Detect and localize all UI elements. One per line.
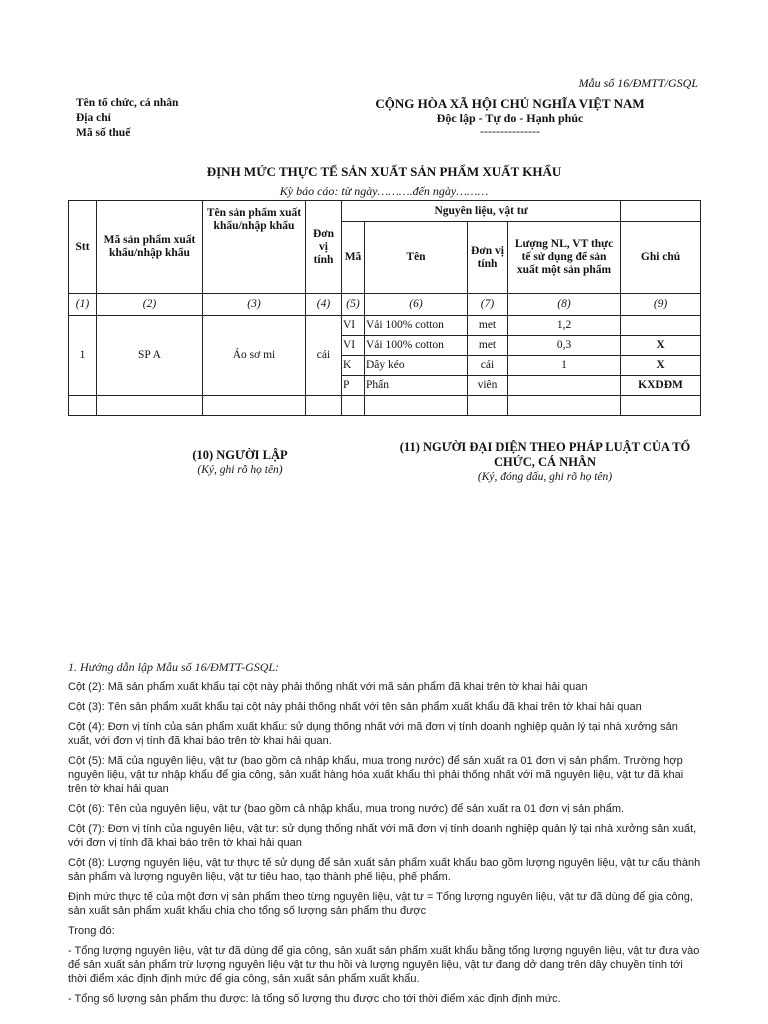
material-name: Phấn <box>365 376 468 396</box>
product-code: SP A <box>97 316 203 396</box>
motto-rule: --------------- <box>480 124 540 138</box>
instruction-paragraph: Cột (6): Tên của nguyên liệu, vật tư (bao gồm cả nhập khẩu, mua trong nước) để sản xuất ra 01 đơn vị sản phẩm. <box>68 803 625 815</box>
organization-block <box>76 96 178 141</box>
material-code: P <box>342 376 365 396</box>
header-material-name: Tên <box>365 222 468 294</box>
product-unit: cái <box>306 316 342 396</box>
header-empty-cell <box>621 201 701 222</box>
material-note: X <box>621 356 701 376</box>
material-unit: met <box>468 316 508 336</box>
header-product-code: Mã sản phẩm xuất khẩu/nhập khẩu <box>97 201 203 294</box>
material-qty: 0,3 <box>508 336 621 356</box>
material-code: VI <box>342 336 365 356</box>
col-number: (6) <box>365 294 468 316</box>
col-number: (9) <box>621 294 701 316</box>
instruction-paragraph: Cột (2): Mã sản phẩm xuất khẩu tại cột này phải thống nhất với mã sản phẩm đã khai trên tờ khai hải quan <box>68 681 588 693</box>
header-material-qty: Lượng NL, VT thực tế sử dụng để sản xuất một sản phẩm <box>508 222 621 294</box>
preparer-title: (10) NGƯỜI LẬP <box>192 448 288 462</box>
representative-title: (11) NGƯỜI ĐẠI DIỆN THEO PHÁP LUẬT CỦA TỔ CHỨC, CÁ NHÂN <box>399 440 691 469</box>
instruction-paragraph: Cột (7): Đơn vị tính của nguyên liệu, vật tư: sử dụng thống nhất với mã đơn vị tính doanh nghiệp quản lý tại nhà xưởng sản xuất, với đơn vị tính đã khai báo trên tờ khai hải quan <box>68 823 697 849</box>
table-row <box>69 316 701 336</box>
header-materials: Nguyên liệu, vật tư <box>342 201 621 222</box>
material-qty: 1 <box>508 356 621 376</box>
material-note <box>621 316 701 336</box>
material-name: Vải 100% cotton <box>365 336 468 356</box>
material-unit: met <box>468 336 508 356</box>
col-number: (3) <box>203 294 306 316</box>
org-name-label: Tên tổ chức, cá nhân <box>76 97 179 109</box>
col-number: (4) <box>306 294 342 316</box>
header-product-name: Tên sản phẩm xuất khẩu/nhập khẩu <box>203 201 306 294</box>
header-material-unit: Đơn vị tính <box>468 222 508 294</box>
norm-table <box>68 200 701 416</box>
col-number: (2) <box>97 294 203 316</box>
national-header <box>340 96 680 136</box>
product-name: Áo sơ mi <box>203 316 306 396</box>
col-number: (7) <box>468 294 508 316</box>
instruction-paragraph: - Tổng số lượng sản phẩm thu được: là tổng số lượng thu được cho tới thời điểm xác định định mức. <box>68 993 561 1005</box>
national-motto: Độc lập - Tự do - Hạnh phúc <box>436 111 584 125</box>
form-number: Mẫu số 16/ĐMTT/GSQL <box>578 76 698 90</box>
instruction-paragraph: Cột (3): Tên sản phẩm xuất khẩu tại cột này phải thống nhất với tên sản phẩm xuất khẩu đã khai trên tờ khai hải quan <box>68 701 642 713</box>
material-code: K <box>342 356 365 376</box>
instruction-paragraph: Trong đó: <box>68 925 115 937</box>
material-name: Vải 100% cotton <box>365 316 468 336</box>
instruction-paragraph: - Tổng lượng nguyên liệu, vật tư đã dùng để gia công, sản xuất sản phẩm xuất khẩu bằng tổng lượng nguyên liệu, vật tư đưa vào để sản xuất sản phẩm trừ lượng nguyên liệu vật tư thu hồi và lượng nguyên liệu, vật tư đang dở dang trên dây chuyền tính tới thời điểm xác định định mức để gia công, sản xuất sản phẩm xuất khẩu. <box>68 945 700 985</box>
report-period: Kỳ báo cáo: từ ngày……….đến ngày……… <box>279 184 489 198</box>
col-number: (5) <box>342 294 365 316</box>
preparer-instruction: (Ký, ghi rõ họ tên) <box>197 464 283 476</box>
address-label: Địa chỉ <box>76 112 111 124</box>
tax-code-label: Mã số thuế <box>76 127 131 139</box>
document-title: ĐỊNH MỨC THỰC TẾ SẢN XUẤT SẢN PHẨM XUẤT KHẨU <box>206 164 562 179</box>
material-note: KXDĐM <box>621 376 701 396</box>
table-row-empty <box>69 396 701 416</box>
col-number: (1) <box>69 294 97 316</box>
header-note: Ghi chú <box>621 222 701 294</box>
header-unit: Đơn vị tính <box>306 201 342 294</box>
material-unit: cái <box>468 356 508 376</box>
instructions-section <box>68 660 704 1012</box>
material-code: VI <box>342 316 365 336</box>
representative-instruction: (Ký, đóng dấu, ghi rõ họ tên) <box>477 471 613 483</box>
header-material-code: Mã <box>342 222 365 294</box>
instruction-paragraph: Cột (4): Đơn vị tính của sản phẩm xuất khẩu: sử dụng thống nhất với mã đơn vị tính doanh nghiệp quản lý tại nhà xưởng sản xuất, với đơn vị tính đã khai báo trên tờ khai hải quan. <box>68 721 678 747</box>
material-qty: 1,2 <box>508 316 621 336</box>
column-number-row <box>69 294 701 316</box>
instruction-paragraph: Cột (5): Mã của nguyên liệu, vật tư (bao gồm cả nhập khẩu, mua trong nước) để sản xuất ra 01 đơn vị sản phẩm. Trường hợp nguyên liệu, vật tư nhập khẩu để gia công, sản xuất hàng hóa xuất khẩu thì phải thống nhất với mã nguyên liệu, vật tư đã khai trên tờ khai hải quan <box>68 755 684 795</box>
material-qty <box>508 376 621 396</box>
preparer-signature <box>150 448 330 477</box>
material-name: Dây kéo <box>365 356 468 376</box>
nation-name: CỘNG HÒA XÃ HỘI CHỦ NGHĨA VIỆT NAM <box>375 96 645 111</box>
col-number: (8) <box>508 294 621 316</box>
material-unit: viên <box>468 376 508 396</box>
instruction-paragraph: Định mức thực tế của một đơn vị sản phẩm theo từng nguyên liệu, vật tư = Tổng lượng nguyên liệu, vật tư đã dùng để gia công, sản xuất sản phẩm xuất khẩu chia cho tổng số lượng sản phẩm thu được <box>68 891 693 917</box>
instruction-paragraph: Cột (8): Lượng nguyên liệu, vật tư thực tế sử dụng để sản xuất sản phẩm xuất khẩu bao gồm lượng nguyên liệu, vật tư cấu thành sản phẩm và lượng nguyên liệu, vật tư tiêu hao, tạo thành phế liệu, phế phẩm. <box>68 857 701 883</box>
material-note: X <box>621 336 701 356</box>
instructions-heading: 1. Hướng dẫn lập Mẫu số 16/ĐMTT-GSQL: <box>68 660 280 674</box>
legal-representative-signature <box>385 440 705 484</box>
header-stt: Stt <box>69 201 97 294</box>
product-stt: 1 <box>69 316 97 396</box>
